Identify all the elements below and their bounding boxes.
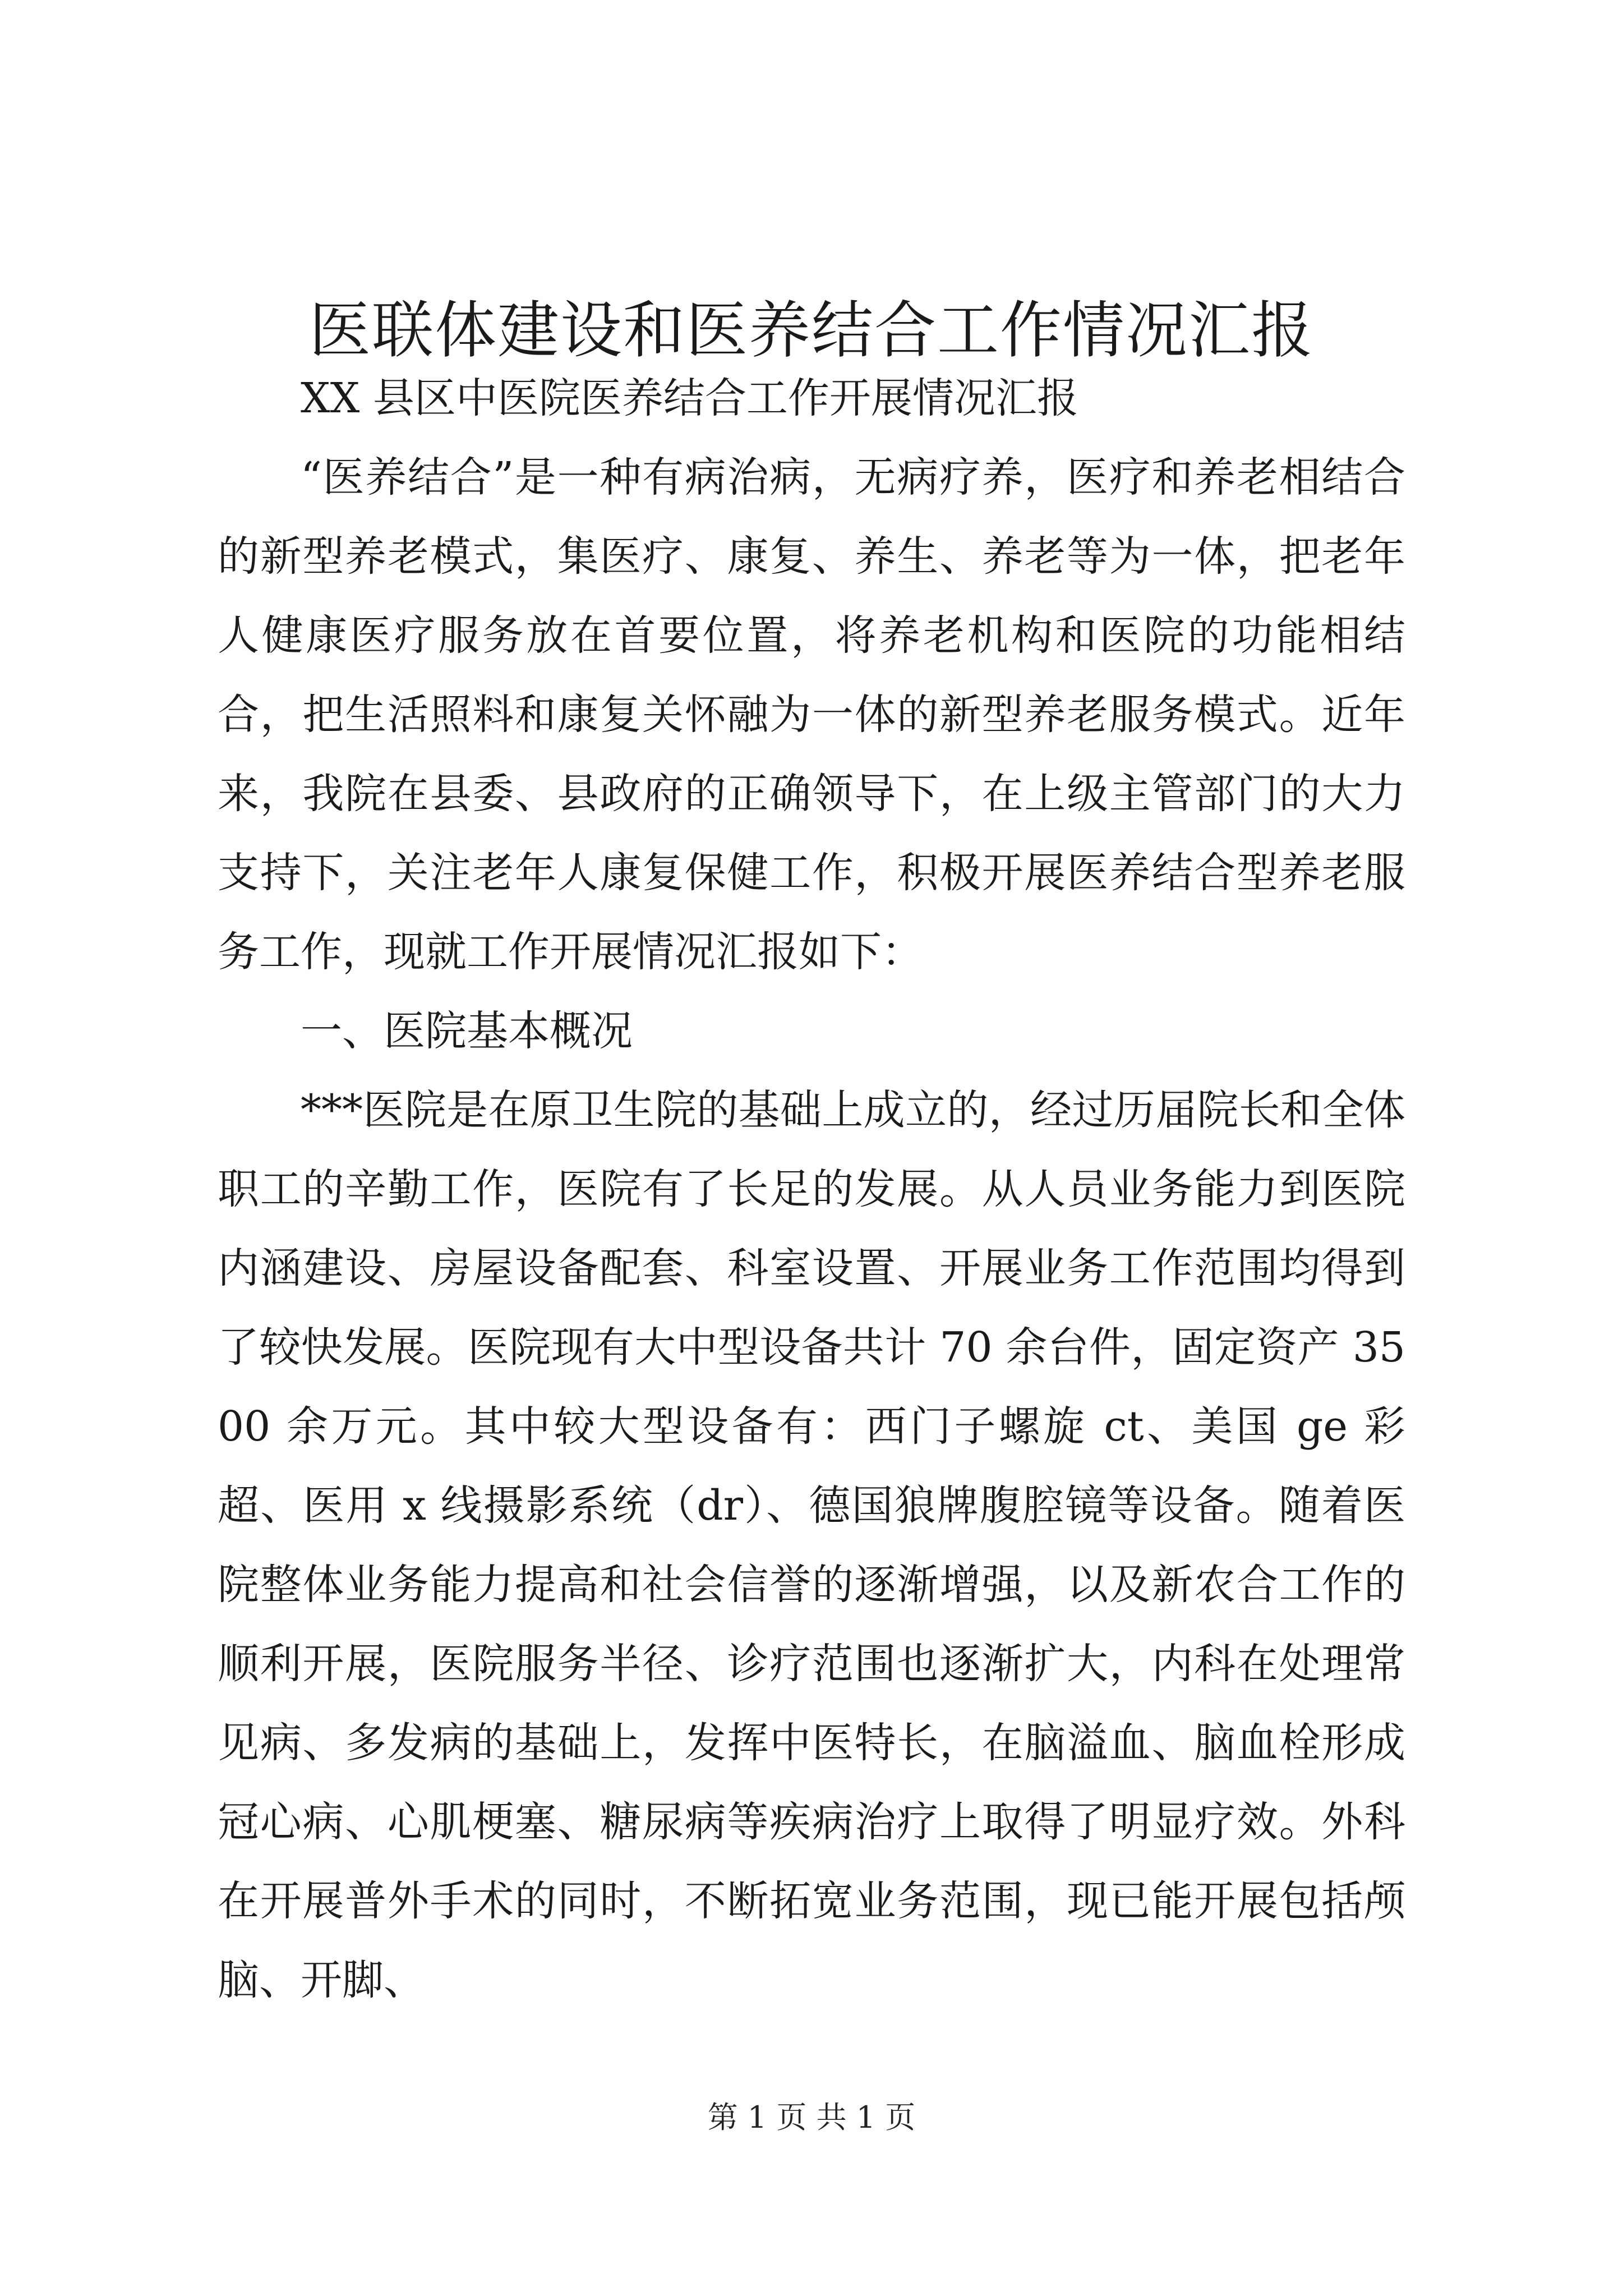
page-footer: 第 1 页 共 1 页 (707, 2100, 916, 2135)
section-heading: 一、医院基本概况 (301, 1007, 633, 1055)
document-title: 医联体建设和医养结合工作情况汇报 (309, 294, 1314, 366)
overview-paragraph: ***医院是在原卫生院的基础上成立的，经过历届院长和全体职工的辛勤工作，医院有了长足的发展。从人员业务能力到医院内涵建设、房屋设备配套、科室设置、开展业务工作范围均得到了较快发展。医院现有大中型设备共计 70 余台件，固定资产 3500 余万元。其中较大型设备有：西门子螺旋 ct、美国 ge 彩超、医用 x 线摄影系统（dr）、德国狼牌腹腔镜等设备。随着医院整体业务能力提高和社会信誉的逐渐增强，以及新农合工作的顺利开展，医院服务半径、诊疗范围也逐渐扩大，内科在处理常见病、多发病的基础上，发挥中医特长，在脑溢血、脑血栓形成冠心病、心肌梗塞、糖尿病等疾病治疗上取得了明显疗效。外科在开展普外手术的同时，不断拓宽业务范围，现已能开展包括颅脑、开脚、 (218, 1086, 1405, 2004)
intro-paragraph: “医养结合”是一种有病治病，无病疗养，医疗和养老相结合的新型养老模式，集医疗、康复、养生、养老等为一体，把老年人健康医疗服务放在首要位置，将养老机构和医院的功能相结合，把生活照料和康复关怀融为一体的新型养老服务模式。近年来，我院在县委、县政府的正确领导下，在上级主管部门的大力支持下，关注老年人康复保健工作，积极开展医养结合型养老服务工作，现就工作开展情况汇报如下： (218, 453, 1405, 976)
subtitle-paragraph: XX 县区中医院医养结合工作开展情况汇报 (301, 374, 1078, 422)
document-body (218, 359, 1405, 2020)
